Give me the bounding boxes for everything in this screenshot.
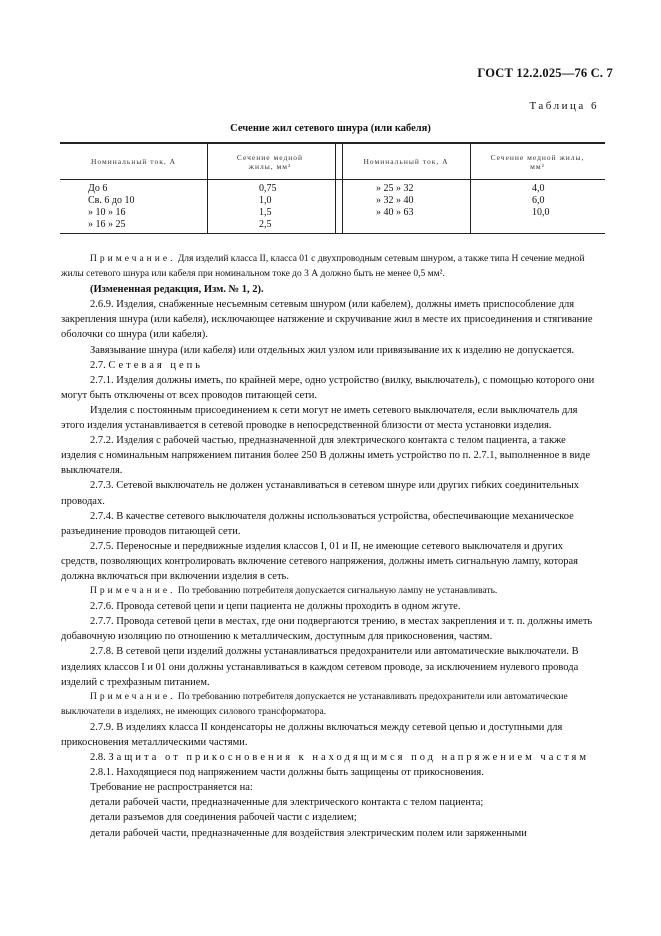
table-cell: 10,0 xyxy=(532,207,550,218)
table-cell: 1,0 xyxy=(259,195,272,206)
note-paragraph xyxy=(61,584,601,599)
table-header-section: Сечение медной жилы, мм² xyxy=(490,152,585,171)
page-header: ГОСТ 12.2.025—76 С. 7 xyxy=(477,66,613,80)
table-header-current: Номинальный ток, А xyxy=(363,157,449,167)
document-body xyxy=(61,252,601,841)
clause-2-7-1-continued: Изделия с постоянным присоединением к сети могут не иметь сетевого выключателя, если выключатель для этого изделия устанавливается в сетевой проводке в непосредственной близости от места установки изделия. xyxy=(61,404,578,432)
clause-2-7-3: 2.7.3. Сетевой выключатель не должен устанавливаться в сетевом шнуре или других гибких соединительных проводах. xyxy=(61,480,580,507)
note-paragraph xyxy=(61,690,601,720)
section-title: Защита от прикосновения к находящимся под напряжением частям xyxy=(108,752,589,764)
note-text: По требованию потребителя допускается не устанавливать предохранители или автоматические выключатели в изделиях, не имеющих силового трансформатора. xyxy=(61,691,568,717)
table-column-current-1 xyxy=(88,183,134,231)
clause-2-8-1: 2.8.1. Находящиеся под напряжением части должны быть защищены от прикосновения. xyxy=(90,767,484,779)
table-cell: 0,75 xyxy=(259,183,277,194)
clause-2-7-8: 2.7.8. В сетевой цепи изделий должны устанавливаться предохранители или автоматические выключатели. В изделиях классов I и 01 они должны устанавливаться в каждом сетевом проводе, за исключением нулевого провода изделий с трехфазным питанием. xyxy=(61,646,579,688)
table-cell: » 16 » 25 xyxy=(88,219,126,230)
note-label: Примечание. xyxy=(90,691,176,702)
table-header-section: Сечение медной жилы, мм² xyxy=(236,152,304,171)
list-item: детали разъемов для соединения рабочей части с изделием; xyxy=(90,812,357,824)
note-label: Примечание. xyxy=(90,254,176,264)
table-cell: 4,0 xyxy=(532,183,545,194)
note-label: Примечание. xyxy=(90,586,176,597)
table-cell: » 32 » 40 xyxy=(376,195,414,206)
table-column-current-2 xyxy=(376,183,414,219)
table-divider xyxy=(335,142,336,234)
note-paragraph xyxy=(61,252,601,282)
table-divider xyxy=(470,142,471,234)
section-number: 2.7. xyxy=(90,359,106,371)
table-title: Сечение жил сетевого шнура (или кабеля) xyxy=(230,123,431,134)
table-header-rule xyxy=(60,179,605,180)
clause-2-7-4: 2.7.4. В качестве сетевого выключателя должны использоваться устройства, обеспечивающие механическое разъединение проводов питающей сети. xyxy=(61,510,574,537)
table-cell: » 40 » 63 xyxy=(376,207,414,218)
section-title: Сетевая цепь xyxy=(108,359,204,371)
table-cell: » 25 » 32 xyxy=(376,183,414,194)
table-cell: До 6 xyxy=(88,183,108,194)
table-cell: 2,5 xyxy=(259,219,272,230)
table-column-section-2 xyxy=(532,183,550,219)
clause-2-7-1: 2.7.1. Изделия должны иметь, по крайней мере, одно устройство (вилку, выключатель), с помощью которого они могут быть отключены от всех проводов питающей сети. xyxy=(61,374,595,401)
table-top-rule xyxy=(60,142,605,144)
section-number: 2.8. xyxy=(90,752,106,764)
cross-section-table xyxy=(60,142,605,234)
list-item: детали рабочей части, предназначенные для воздействия электрическим полем или заряженными xyxy=(90,827,527,839)
clause-2-7-9: 2.7.9. В изделиях класса II конденсаторы не должны включаться между сетевой цепью и доступными для прикосновения металлическими частями. xyxy=(61,721,563,748)
clause-2-7-7: 2.7.7. Провода сетевой цепи в местах, где они подвергаются трению, в местах закрепления и т. п. должны иметь добавочную изоляцию по отношению к металлическим, доступным для прикосновения, частям. xyxy=(61,616,593,643)
table-cell: 1,5 xyxy=(259,207,272,218)
section-heading-2-7 xyxy=(61,358,601,373)
list-item: детали рабочей части, предназначенные для электрического контакта с телом пациента; xyxy=(90,797,484,809)
clause-2-7-5: 2.7.5. Переносные и передвижные изделия классов I, 01 и II, не имеющие сетевого выключателя и других средств, позволяющих контролировать включение сетевого напряжения, должны иметь сигнальную лампу, которая должна включаться при включении изделия в сеть. xyxy=(61,540,578,582)
table-cell: 6,0 xyxy=(532,195,545,206)
clause-2-7-2: 2.7.2. Изделия с рабочей частью, предназначенной для электрического контакта с телом пациента, а также изделия с номинальным напряжением питания более 250 В должны иметь устройство по п. 2.7.1, выполненное в виде выключателя. xyxy=(61,435,591,477)
table-column-section-1 xyxy=(259,183,277,231)
clause-2-8-1-continued: Требование не распространяется на: xyxy=(90,782,253,794)
clause-2-6-9: 2.6.9. Изделия, снабженные несъемным сетевым шнуром (или кабелем), должны иметь приспособление для закрепления шнура (или кабеля), исключающее натяжение и скручивание жил в месте их присоединения и стягивание оболочки со шнура (или кабеля). xyxy=(61,299,593,341)
table-number: Таблица 6 xyxy=(529,100,599,112)
note-text: По требованию потребителя допускается сигнальную лампу не устанавливать. xyxy=(175,586,498,597)
clause-2-6-9-continued: Завязывание шнура (или кабеля) или отдельных жил узлом или привязывание их к изделию не допускается. xyxy=(90,344,575,356)
table-header-current: Номинальный ток, А xyxy=(90,157,177,167)
clause-2-7-6: 2.7.6. Провода сетевой цепи и цепи пациента не должны проходить в одном жгуте. xyxy=(90,601,461,613)
edit-note: (Измененная редакция, Изм. № 1, 2). xyxy=(90,284,264,296)
section-heading-2-8 xyxy=(61,750,601,765)
table-cell: » 10 » 16 xyxy=(88,207,126,218)
table-cell: Св. 6 до 10 xyxy=(88,195,135,206)
table-bottom-rule xyxy=(60,233,605,234)
table-divider xyxy=(207,142,208,234)
note-text: Для изделий класса II, класса 01 с двухпроводным сетевым шнуром, а также типа Н сечение медной жилы сетевого шнура или кабеля при номинальном токе до 3 А должно быть не менее 0,5 мм². xyxy=(61,254,585,280)
